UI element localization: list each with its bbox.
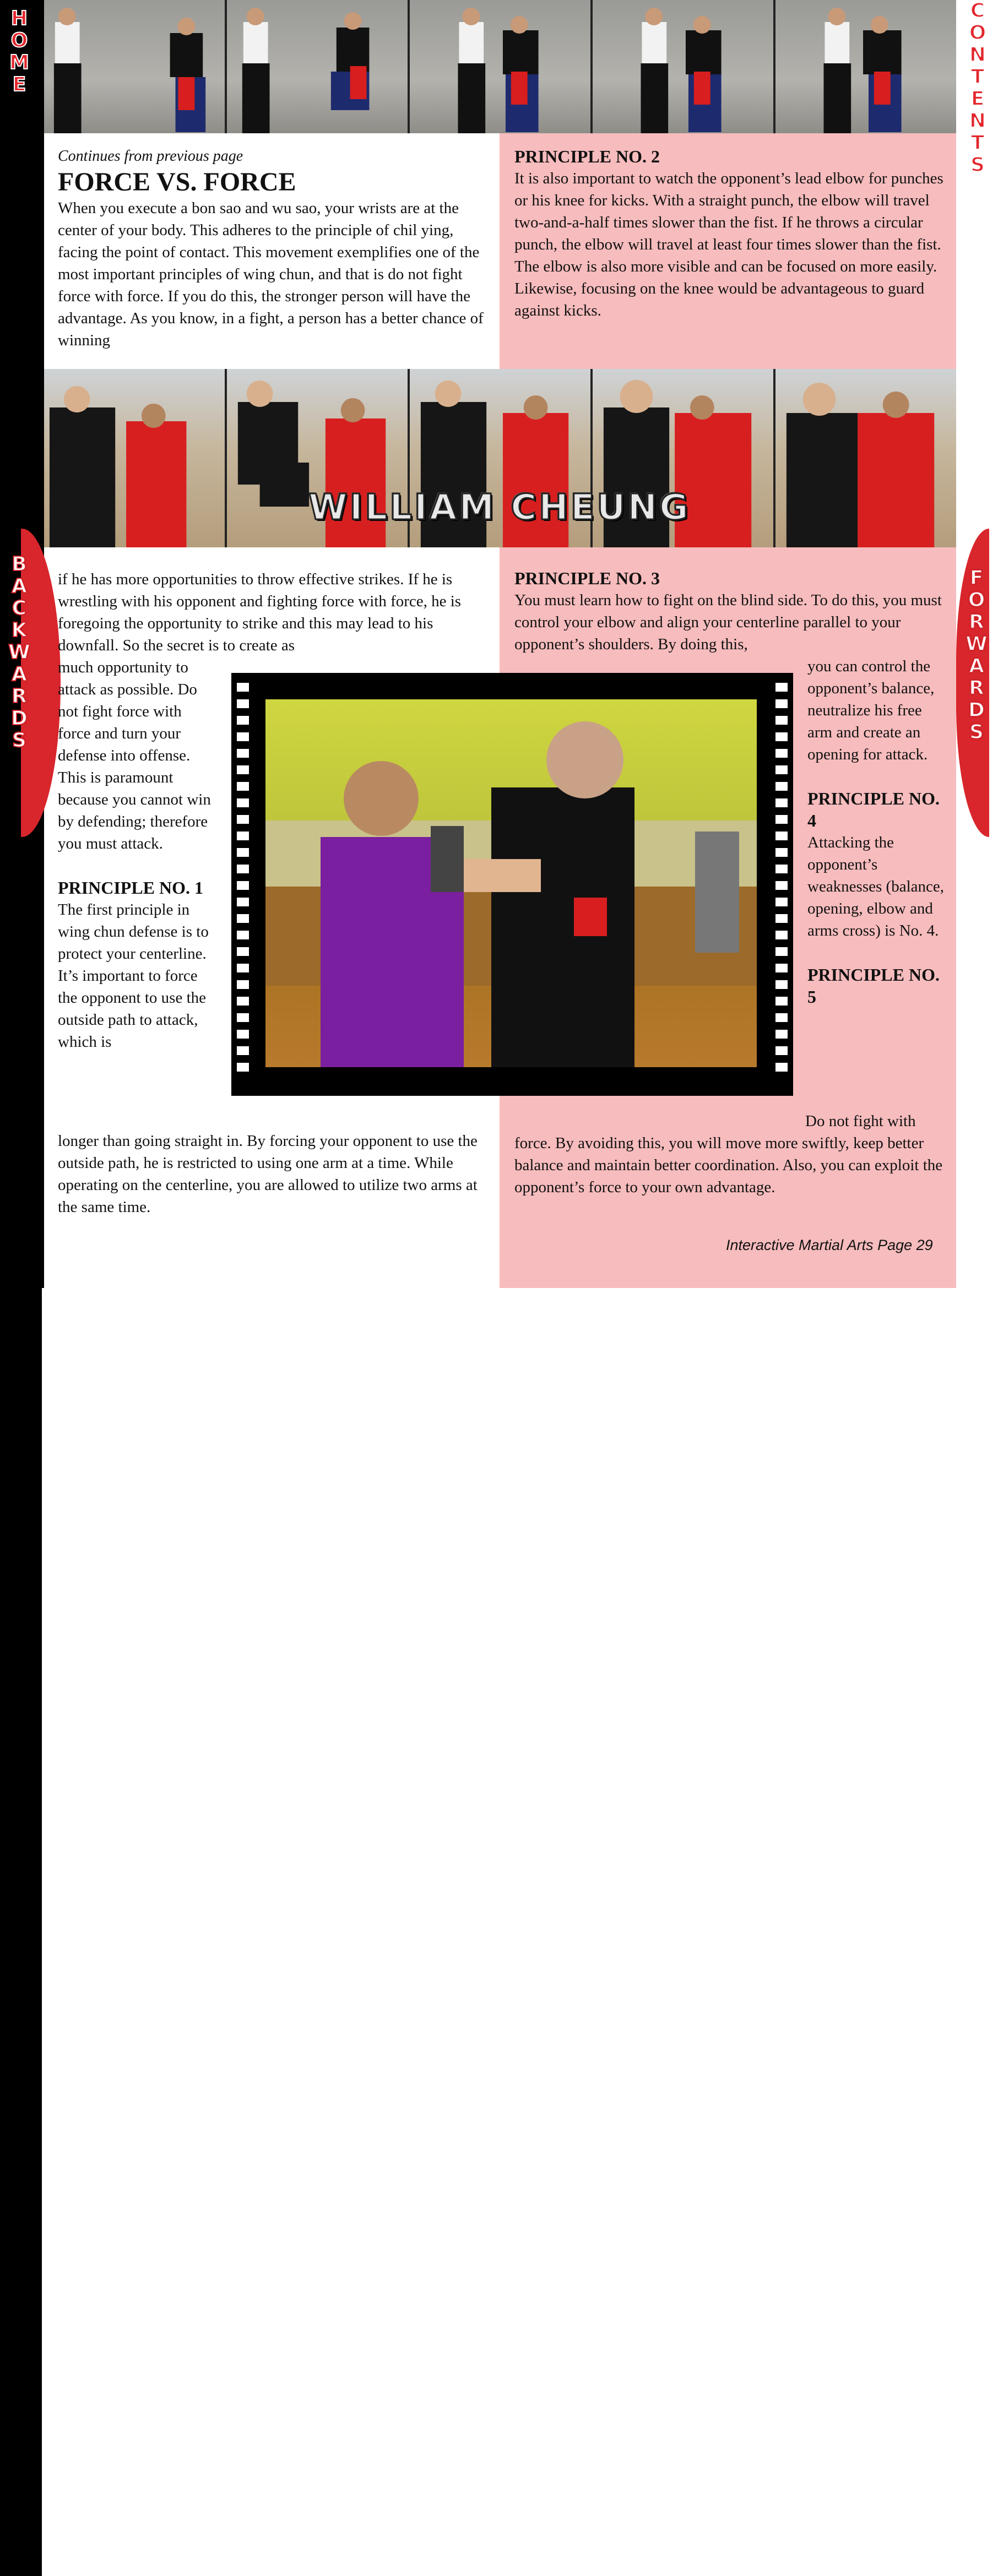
principle-5-text-wide: force. By avoiding this, you will move more swiftly, keep better balance and maintain better coordination. Also, you can exploit the opponent’s force to your own advantage. <box>514 1134 943 1196</box>
film-perforation <box>775 898 788 906</box>
film-perforation <box>775 1030 788 1039</box>
forwards-nav-link[interactable] <box>963 567 990 743</box>
sequence-photo <box>410 0 590 133</box>
principle-2-column <box>514 145 944 322</box>
film-perforation <box>237 881 249 890</box>
top-photo-sequence <box>44 0 956 133</box>
principle-4-text: Attacking the opponent’s weaknesses (balance, opening, elbow and arms cross) is No. 4. <box>807 834 944 939</box>
sequence-photo <box>44 0 225 133</box>
principle-5-narrow-column <box>805 1110 948 1132</box>
film-perforation <box>775 765 788 774</box>
body-text: When you execute a bon sao and wu sao, your wrists are at the center of your body. This adheres to the principle of chil ying, facing the point of contact. This movement exemplifies one of the most important principles of wing chun, and that is do not fight force with force. If you do this, the stronger person will have the advantage. As you know, in a fight, a person has a better chance of winning <box>58 199 484 349</box>
film-perforation <box>237 865 249 873</box>
film-perforation <box>775 931 788 939</box>
film-perforation <box>237 732 249 741</box>
film-perforation <box>237 980 249 989</box>
film-perforation <box>775 749 788 758</box>
nav-letter: W <box>8 641 30 664</box>
film-perforation <box>237 898 249 906</box>
film-perforation <box>237 997 249 1006</box>
principle-1-wide-text <box>58 1130 493 1218</box>
nav-letter: A <box>12 663 27 686</box>
principle-1-text-narrow: The first principle in wing chun defense is to protect your centerline. It’s important to force the opponent to use the outside path to attack, which is <box>58 901 209 1051</box>
nav-letter: D <box>968 699 985 721</box>
film-perforation <box>775 980 788 989</box>
page-footer: Interactive Martial Arts Page 29 <box>726 1237 933 1253</box>
film-perforation <box>237 1013 249 1022</box>
film-perforation <box>237 964 249 972</box>
nav-letter: O <box>969 21 986 44</box>
principle-5-text-narrow: Do not fight with <box>805 1112 916 1130</box>
film-perforation <box>237 782 249 791</box>
film-perforation <box>775 964 788 972</box>
nav-letter: O <box>968 589 985 611</box>
principle-2-heading: PRINCIPLE NO. 2 <box>514 146 660 166</box>
nav-letter: O <box>10 29 28 52</box>
body-text: much opportunity to attack as possible. Do not fight force with force and turn your defense into offense. This is paramount because you cannot win by defending; therefore you must attack. <box>58 659 211 852</box>
film-perforation <box>775 716 788 725</box>
nav-letter: M <box>9 51 29 74</box>
principle-3-text-wide: You must learn how to fight on the blind side. To do this, you must control your elbow and align your centerline parallel to your opponent’s shoulders. By doing this, <box>514 591 942 653</box>
film-perforation <box>237 1063 249 1072</box>
sequence-photo <box>775 0 956 133</box>
continues-note: Continues from previous page <box>58 148 243 165</box>
film-perforation <box>237 931 249 939</box>
spacer <box>807 942 945 964</box>
nav-letter: T <box>970 66 985 88</box>
film-perforation <box>775 683 788 692</box>
principle-5-wide-column <box>514 1132 950 1198</box>
contents-nav-link[interactable] <box>964 0 991 176</box>
film-perforation <box>237 765 249 774</box>
nav-letter: F <box>969 567 984 589</box>
sequence-photo <box>593 0 773 133</box>
film-perforation <box>775 881 788 890</box>
nav-letter: R <box>969 677 984 699</box>
nav-letter: A <box>969 655 984 677</box>
nav-letter: W <box>966 633 988 655</box>
film-perforation <box>775 1013 788 1022</box>
nav-letter: R <box>12 685 27 708</box>
nav-letter: S <box>969 721 984 743</box>
nav-letter: S <box>970 154 985 176</box>
film-perforation <box>237 947 249 956</box>
film-perforation <box>237 683 249 692</box>
top-left-column <box>58 145 487 351</box>
bottom-left-wide-text <box>58 568 493 656</box>
film-perforation <box>237 815 249 824</box>
sequence-photo <box>227 0 408 133</box>
film-perforation <box>237 832 249 840</box>
nav-letter: D <box>11 707 28 730</box>
backwards-nav-link[interactable] <box>6 553 33 752</box>
film-perforation <box>237 716 249 725</box>
film-perforation <box>775 997 788 1006</box>
nav-letter: B <box>12 553 27 575</box>
film-perforation <box>775 798 788 807</box>
principle-1-text-wide: longer than going straight in. By forcing your opponent to use the outside path, he is restricted to using one arm at a time. While operating on the centerline, you are allowed to utilize two arms at the same time. <box>58 1132 478 1216</box>
spacer <box>58 855 218 877</box>
training-photo <box>265 699 757 1067</box>
right-nav-rail <box>0 1288 42 2576</box>
principle-3-text-narrow: you can control the opponent’s balance, neutralize his free arm and create an opening for attack. <box>807 657 935 763</box>
film-perforation <box>775 1046 788 1055</box>
film-perforation <box>237 699 249 708</box>
section-title: FORCE VS. FORCE <box>58 167 296 197</box>
nav-letter: H <box>10 7 28 30</box>
film-perforation <box>237 848 249 857</box>
sequence-photo <box>44 369 225 547</box>
body-text: if he has more opportunities to throw effective strikes. If he is wrestling with his opponent and fighting force with force, he is foregoing the opportunity to strike and this may lead to his downfall. So the secret is to create as <box>58 570 462 654</box>
film-perforation <box>775 914 788 923</box>
nav-letter: N <box>969 44 986 66</box>
william-cheung-banner-title: WILLIAM CHEUNG <box>308 487 691 528</box>
principle-3-column <box>514 567 950 655</box>
nav-letter: R <box>969 611 984 633</box>
nav-letter: E <box>12 73 26 96</box>
principle-5-heading: PRINCIPLE NO. 5 <box>807 965 940 1007</box>
film-perforation <box>775 815 788 824</box>
nav-letter: C <box>970 0 985 22</box>
nav-letter: T <box>970 132 985 154</box>
film-perforation <box>775 832 788 840</box>
film-perforation <box>775 699 788 708</box>
film-perforation <box>775 865 788 873</box>
film-perforation <box>237 1030 249 1039</box>
film-perforation <box>775 1063 788 1072</box>
nav-letter: K <box>12 619 27 642</box>
principle-2-text: It is also important to watch the opponent’s lead elbow for punches or his knee for kicks. With a straight punch, the elbow will travel two-and-a-half times slower than the fist. If he throws a circular punch, the elbow will travel at least four times slower than the fist. The elbow is also more visible and can be focused on more easily. Likewise, focusing on the knee would be advantageous to guard against kicks. <box>514 170 943 319</box>
film-perforation <box>775 732 788 741</box>
nav-letter: A <box>12 575 27 597</box>
nav-letter: C <box>12 597 27 619</box>
film-perforation <box>237 1046 249 1055</box>
film-perforation <box>237 798 249 807</box>
bottom-left-narrow-text <box>58 656 218 1053</box>
home-nav-link[interactable] <box>6 8 33 96</box>
film-perforation <box>237 749 249 758</box>
film-perforation <box>775 848 788 857</box>
nav-letter: S <box>12 729 26 752</box>
film-perforation <box>775 782 788 791</box>
principle-3-heading: PRINCIPLE NO. 3 <box>514 568 660 588</box>
film-strip-photo-frame <box>231 673 793 1096</box>
nav-letter: E <box>970 88 985 110</box>
sequence-photo <box>775 369 956 547</box>
principle-4-heading: PRINCIPLE NO. 4 <box>807 789 940 830</box>
film-perforation <box>775 947 788 956</box>
spacer <box>807 765 945 787</box>
principle-3-narrow-column <box>807 655 945 1008</box>
film-perforation <box>237 914 249 923</box>
principle-1-heading: PRINCIPLE NO. 1 <box>58 878 204 898</box>
nav-letter: N <box>969 110 986 132</box>
